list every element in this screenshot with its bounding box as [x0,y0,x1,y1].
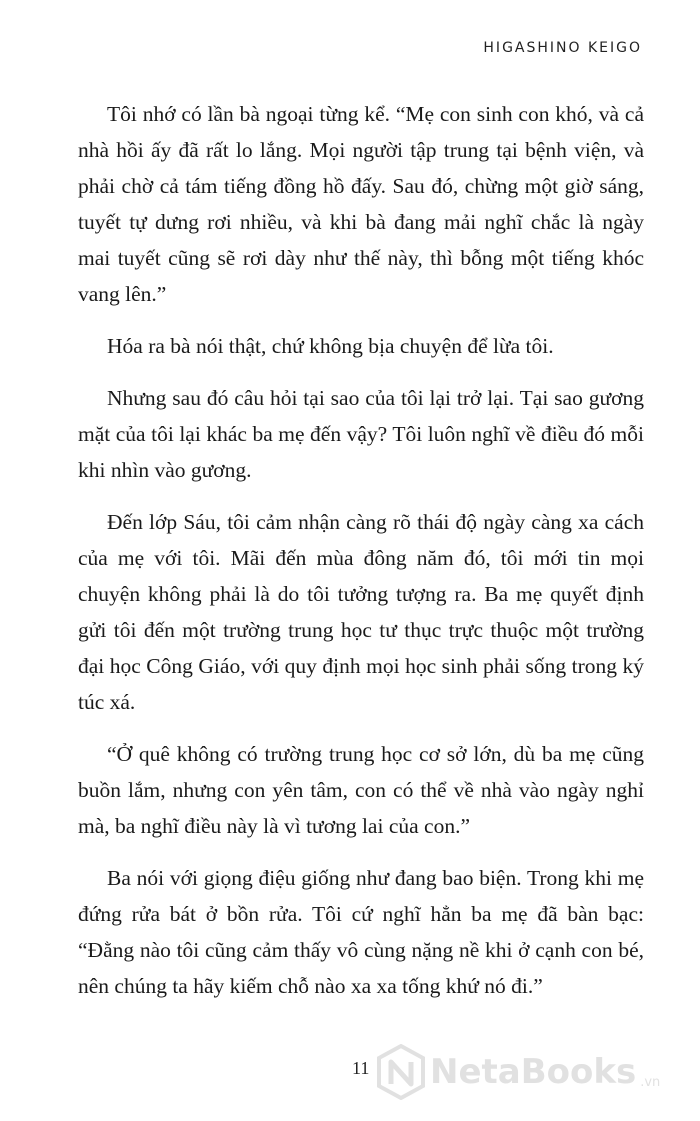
watermark-brand: NetaBooks [430,1052,637,1092]
running-header-author: HIGASHINO KEIGO [483,40,642,56]
paragraph: Nhưng sau đó câu hỏi tại sao của tôi lại trở lại. Tại sao gương mặt của tôi lại khác ba mẹ đến vậy? Tôi luôn nghĩ về điều đó mỗi khi nhìn vào gương. [78,386,644,482]
page-number: 11 [352,1058,370,1078]
paragraph: “Ở quê không có trường trung học cơ sở lớn, dù ba mẹ cũng buồn lắm, nhưng con yên tâm, con có thể về nhà vào ngày nghỉ mà, ba nghĩ điều này là vì tương lai của con.” [78,742,644,838]
paragraph: Hóa ra bà nói thật, chứ không bịa chuyện để lừa tôi. [107,334,554,358]
page-body [78,96,644,1020]
paragraph: Ba nói với giọng điệu giống như đang bao biện. Trong khi mẹ đứng rửa bát ở bồn rửa. Tôi cứ nghĩ hẳn ba mẹ đã bàn bạc: “Đằng nào tôi cũng cảm thấy vô cùng nặng nề khi ở cạnh con bé, nên chúng ta hãy kiếm chỗ nào xa xa tống khứ nó đi.” [78,866,644,998]
watermark [376,1044,660,1100]
netabooks-logo-icon [376,1044,426,1100]
watermark-suffix: .vn [640,1075,661,1090]
paragraph: Tôi nhớ có lần bà ngoại từng kể. “Mẹ con sinh con khó, và cả nhà hồi ấy đã rất lo lắng. Mọi người tập trung tại bệnh viện, và phải chờ cả tám tiếng đồng hồ đấy. Sau đó, chừng một giờ sáng, tuyết tự dưng rơi nhiều, và khi bà đang mải nghĩ chắc là ngày mai tuyết cũng sẽ rơi dày như thế này, thì bỗng một tiếng khóc vang lên.” [78,102,644,306]
paragraph: Đến lớp Sáu, tôi cảm nhận càng rõ thái độ ngày càng xa cách của mẹ với tôi. Mãi đến mùa đông năm đó, tôi mới tin mọi chuyện không phải là do tôi tưởng tượng ra. Ba mẹ quyết định gửi tôi đến một trường trung học tư thục trực thuộc một trường đại học Công Giáo, với quy định mọi học sinh phải sống trong ký túc xá. [78,510,644,714]
